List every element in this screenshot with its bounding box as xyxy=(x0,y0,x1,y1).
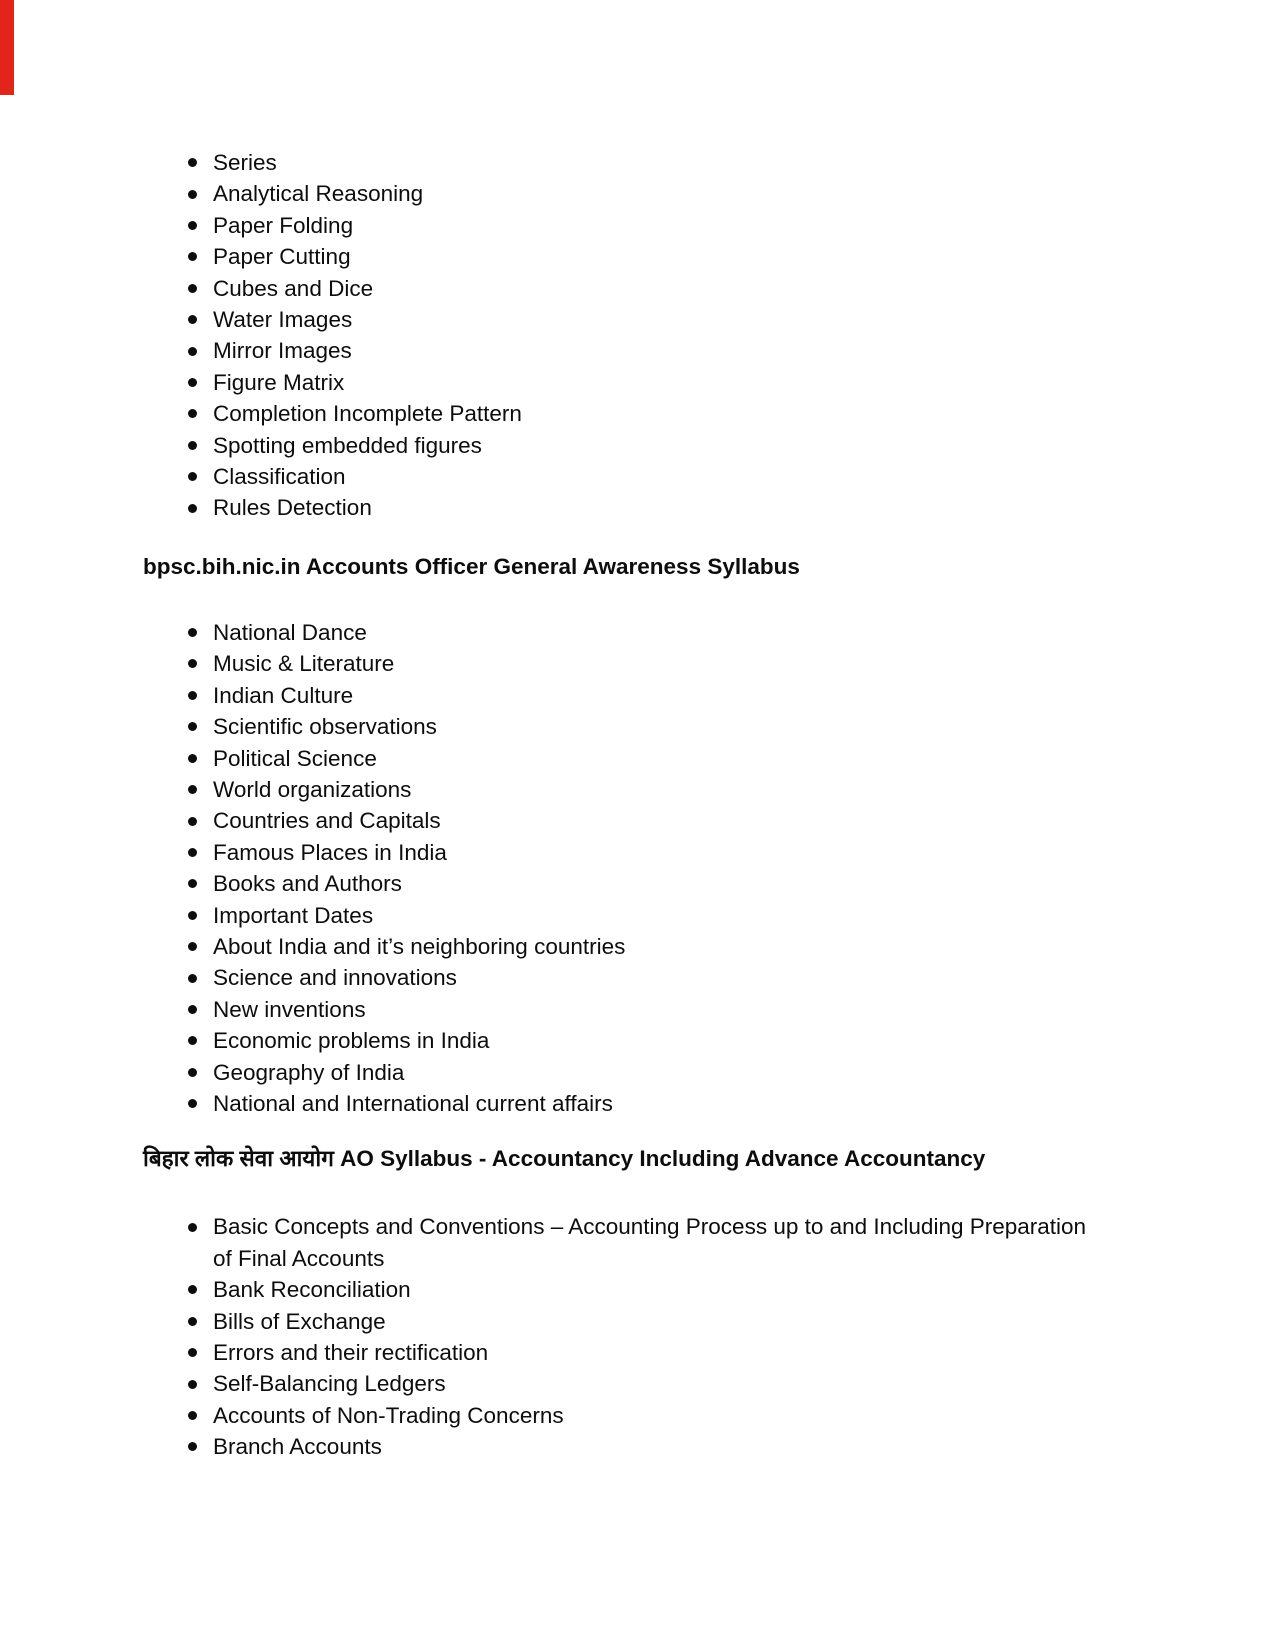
list-item-text: Water Images xyxy=(213,307,353,333)
list-item-text: Countries and Capitals xyxy=(213,808,441,834)
bullet-icon xyxy=(188,879,197,888)
list-item-text: National and International current affairs xyxy=(213,1090,613,1116)
list-item-text: Branch Accounts xyxy=(213,1434,382,1460)
bullet-icon xyxy=(188,691,197,700)
bullet-icon xyxy=(188,848,197,857)
list-item-text: Errors and their rectification xyxy=(213,1340,489,1365)
bullet-icon xyxy=(188,158,197,167)
list-item xyxy=(188,178,1098,209)
bullet-icon xyxy=(188,817,197,826)
list-item xyxy=(188,1025,1098,1056)
list-item xyxy=(188,1211,1098,1274)
bullet-icon xyxy=(188,1348,197,1357)
bullet-icon xyxy=(188,1442,197,1451)
bullet-icon xyxy=(188,1068,197,1077)
list-item-text: Spotting embedded figures xyxy=(213,432,482,458)
reasoning-topics-list xyxy=(0,147,1275,524)
bullet-icon xyxy=(188,722,197,731)
list-item-text: Mirror Images xyxy=(213,338,352,364)
list-item-text: About India and it’s neighboring countries xyxy=(213,933,626,959)
list-item xyxy=(188,1274,1098,1305)
list-item-text: Analytical Reasoning xyxy=(213,181,424,207)
list-item xyxy=(188,1431,1098,1462)
bullet-icon xyxy=(188,1005,197,1014)
bullet-icon xyxy=(188,409,197,418)
list-item xyxy=(188,304,1098,335)
list-item xyxy=(188,868,1098,899)
accountancy-topics-list xyxy=(0,1211,1275,1462)
list-item xyxy=(188,805,1098,836)
bullet-icon xyxy=(188,1223,197,1232)
list-item-text: Cubes and Dice xyxy=(213,275,374,301)
bullet-icon xyxy=(188,754,197,763)
list-item xyxy=(188,367,1098,398)
list-item xyxy=(188,962,1098,993)
list-item-text: Classification xyxy=(213,464,346,490)
page-edge-red-marker xyxy=(0,0,14,95)
bullet-icon xyxy=(188,252,197,261)
list-item xyxy=(188,430,1098,461)
list-item-text: Music & Literature xyxy=(213,651,395,677)
list-item xyxy=(188,1368,1098,1399)
bullet-icon xyxy=(188,628,197,637)
list-item-text: Completion Incomplete Pattern xyxy=(213,401,522,427)
list-item xyxy=(188,335,1098,366)
list-item xyxy=(188,1400,1098,1431)
list-item-text: Geography of India xyxy=(213,1059,405,1085)
list-item xyxy=(188,210,1098,241)
bullet-icon xyxy=(188,974,197,983)
list-item xyxy=(188,931,1098,962)
list-item-text: Rules Detection xyxy=(213,495,372,521)
list-item xyxy=(188,398,1098,429)
list-item-text: Figure Matrix xyxy=(213,369,345,395)
bullet-icon xyxy=(188,1380,197,1389)
list-item xyxy=(188,837,1098,868)
list-item-text: New inventions xyxy=(213,996,366,1022)
bullet-icon xyxy=(188,785,197,794)
list-item xyxy=(188,617,1098,648)
list-item-text: Books and Authors xyxy=(213,871,402,897)
list-item-text: Self-Balancing Ledgers xyxy=(213,1371,446,1397)
list-item-text: World organizations xyxy=(213,776,412,802)
list-item xyxy=(188,1306,1098,1337)
list-item xyxy=(188,994,1098,1025)
list-item xyxy=(188,1088,1098,1119)
bullet-icon xyxy=(188,472,197,481)
list-item xyxy=(188,147,1098,178)
list-item-text: Economic problems in India xyxy=(213,1028,490,1054)
list-item-text: Basic Concepts and Conventions – Accounting Process up to and Including Preparation of Final Accounts xyxy=(213,1214,1087,1271)
list-item-text: Scientific observations xyxy=(213,714,437,740)
bullet-icon xyxy=(188,441,197,450)
list-item-text: Bank Reconciliation xyxy=(213,1277,411,1303)
bullet-icon xyxy=(188,347,197,356)
list-item-text: Series xyxy=(213,150,277,175)
bullet-icon xyxy=(188,1036,197,1045)
bullet-icon xyxy=(188,942,197,951)
list-item-text: National Dance xyxy=(213,619,367,645)
general-awareness-topics-list xyxy=(0,617,1275,1120)
general-awareness-heading: bpsc.bih.nic.in Accounts Officer General Awareness Syllabus xyxy=(143,553,800,579)
list-item xyxy=(188,273,1098,304)
list-item xyxy=(188,1057,1098,1088)
bullet-icon xyxy=(188,378,197,387)
bullet-icon xyxy=(188,1317,197,1326)
bullet-icon xyxy=(188,190,197,199)
bullet-icon xyxy=(188,911,197,920)
list-item-text: Paper Cutting xyxy=(213,244,351,270)
list-item xyxy=(188,241,1098,272)
bullet-icon xyxy=(188,1099,197,1108)
list-item xyxy=(188,492,1098,523)
list-item xyxy=(188,1337,1098,1368)
list-item xyxy=(188,900,1098,931)
list-item-text: Science and innovations xyxy=(213,965,457,991)
bullet-icon xyxy=(188,221,197,230)
bullet-icon xyxy=(188,659,197,668)
list-item xyxy=(188,461,1098,492)
list-item-text: Paper Folding xyxy=(213,212,354,238)
list-item-text: Famous Places in India xyxy=(213,839,447,865)
bullet-icon xyxy=(188,284,197,293)
list-item-text: Political Science xyxy=(213,745,377,771)
list-item xyxy=(188,648,1098,679)
bullet-icon xyxy=(188,1285,197,1294)
list-item xyxy=(188,774,1098,805)
list-item-text: Accounts of Non-Trading Concerns xyxy=(213,1402,564,1428)
list-item xyxy=(188,680,1098,711)
list-item xyxy=(188,743,1098,774)
list-item xyxy=(188,711,1098,742)
accountancy-heading: बिहार लोक सेवा आयोग AO Syllabus - Accountancy Including Advance Accountancy xyxy=(143,1146,986,1172)
bullet-icon xyxy=(188,315,197,324)
bullet-icon xyxy=(188,1411,197,1420)
list-item-text: Important Dates xyxy=(213,902,374,928)
bullet-icon xyxy=(188,504,197,513)
list-item-text: Indian Culture xyxy=(213,682,354,708)
list-item-text: Bills of Exchange xyxy=(213,1308,386,1334)
